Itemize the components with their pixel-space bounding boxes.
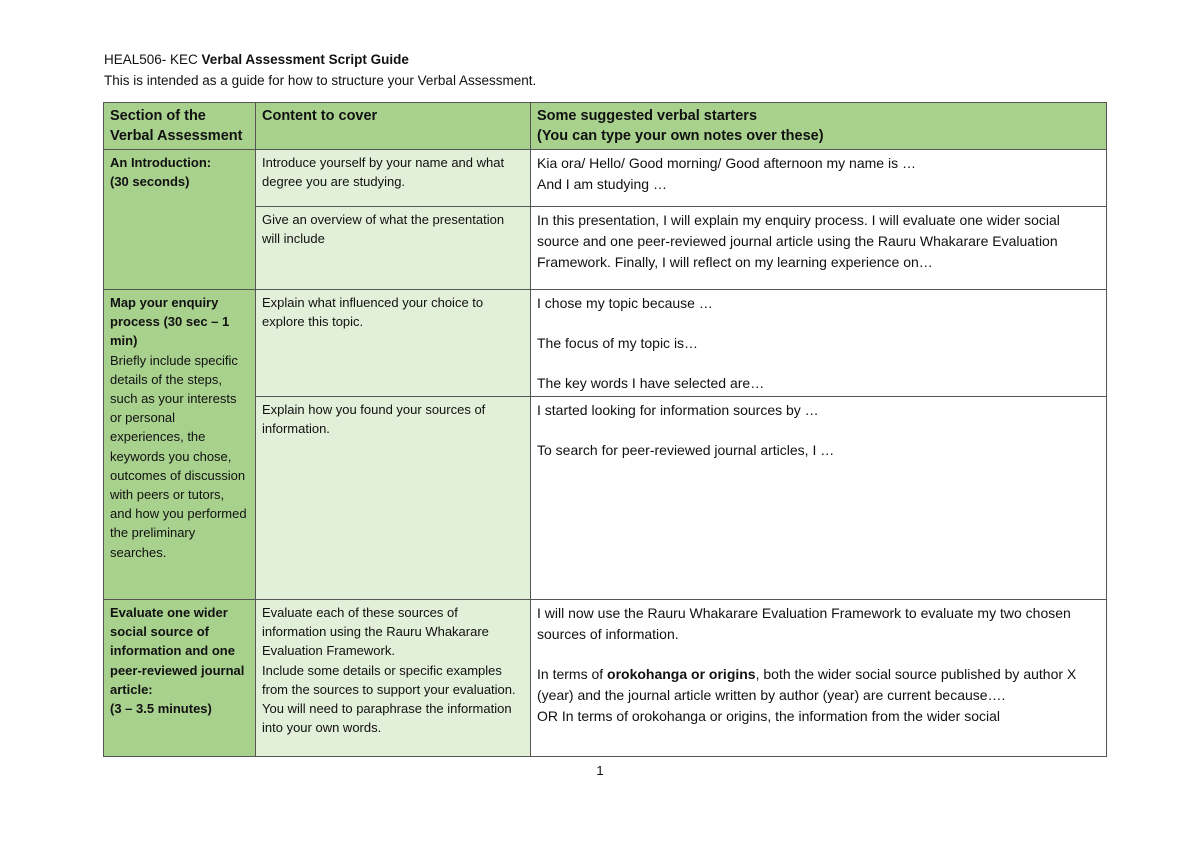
starter-text: And I am studying …	[537, 176, 667, 192]
table-row	[104, 150, 1107, 207]
section-evaluate	[104, 600, 256, 757]
guide-title: Verbal Assessment Script Guide	[201, 52, 409, 67]
section-title: Map your enquiry process (30 sec – 1 min)	[110, 295, 230, 349]
starter-cell[interactable]	[531, 290, 1107, 397]
starter-text	[537, 664, 1100, 706]
starter-text: I started looking for information sources by …	[537, 402, 819, 418]
starter-text: To search for peer-reviewed journal articles, I …	[537, 442, 835, 458]
section-title: An Introduction:	[110, 155, 212, 170]
starter-text: The key words I have selected are…	[537, 375, 765, 391]
starter-text-pre: In terms of	[537, 666, 608, 682]
course-code: HEAL506- KEC	[104, 52, 202, 67]
table-row	[104, 600, 1107, 757]
starter-text: OR In terms of orokohanga or origins, the information from the wider social	[537, 708, 1000, 724]
column-header-section	[104, 103, 256, 150]
starter-cell[interactable]	[531, 600, 1107, 757]
starter-cell[interactable]	[531, 397, 1107, 600]
document-header	[104, 50, 1104, 91]
section-title: Evaluate one wider social source of information and one peer-reviewed journal article:	[110, 605, 245, 697]
column-header-starters	[531, 103, 1107, 150]
starter-text-post: , both the wider social source published by author X (year) and the journal article written by author (year) are current because….	[537, 666, 1077, 703]
starter-text: The focus of my topic is…	[537, 335, 699, 351]
section-time: (3 – 3.5 minutes)	[110, 701, 212, 717]
content-cell	[256, 600, 531, 757]
section-introduction	[104, 150, 256, 290]
starter-text: I chose my topic because …	[537, 295, 713, 311]
starter-cell[interactable]: In this presentation, I will explain my enquiry process. I will evaluate one wider social source and one peer-reviewed journal article using the Rauru Whakarare Evaluation Framework. Finally, I will reflect on my learning experience on…	[531, 207, 1107, 290]
section-description: Briefly include specific details of the steps, such as your interests or personal experiences, the keywords you chose, outcomes of discussion with peers or tutors, and how you performed the preliminary searches.	[110, 352, 247, 560]
column-header-section-line2: Verbal Assessment	[110, 128, 243, 144]
page-number: 1	[596, 763, 604, 778]
content-cell: Introduce yourself by your name and what degree you are studying.	[256, 150, 531, 207]
content-cell: Give an overview of what the presentation will include	[256, 207, 531, 290]
column-header-starters-line1: Some suggested verbal starters	[537, 108, 758, 124]
section-enquiry-process	[104, 290, 256, 600]
document-title	[104, 50, 1104, 69]
content-text: Include some details or specific examples from the sources to support your evaluation. You will need to paraphrase the information into your own words.	[262, 662, 516, 736]
starter-cell[interactable]	[531, 150, 1107, 207]
document-subtitle: This is intended as a guide for how to structure your Verbal Assessment.	[104, 73, 537, 88]
table-header-row	[104, 103, 1107, 150]
content-text: Evaluate each of these sources of information using the Rauru Whakarare Evaluation Framework.	[262, 605, 489, 659]
starter-text-bold: orokohanga or origins	[607, 666, 756, 682]
section-time: (30 seconds)	[110, 174, 190, 190]
starter-text: Kia ora/ Hello/ Good morning/ Good afternoon my name is …	[537, 155, 916, 171]
column-header-starters-line2: (You can type your own notes over these)	[537, 128, 824, 144]
content-cell: Explain what influenced your choice to explore this topic.	[256, 290, 531, 397]
column-header-section-line1: Section of the	[110, 108, 206, 124]
table-row	[104, 290, 1107, 397]
script-guide-table	[103, 102, 1107, 757]
starter-text: I will now use the Rauru Whakarare Evaluation Framework to evaluate my two chosen sources of information.	[537, 605, 1071, 642]
column-header-content: Content to cover	[256, 103, 531, 150]
content-cell: Explain how you found your sources of information.	[256, 397, 531, 600]
